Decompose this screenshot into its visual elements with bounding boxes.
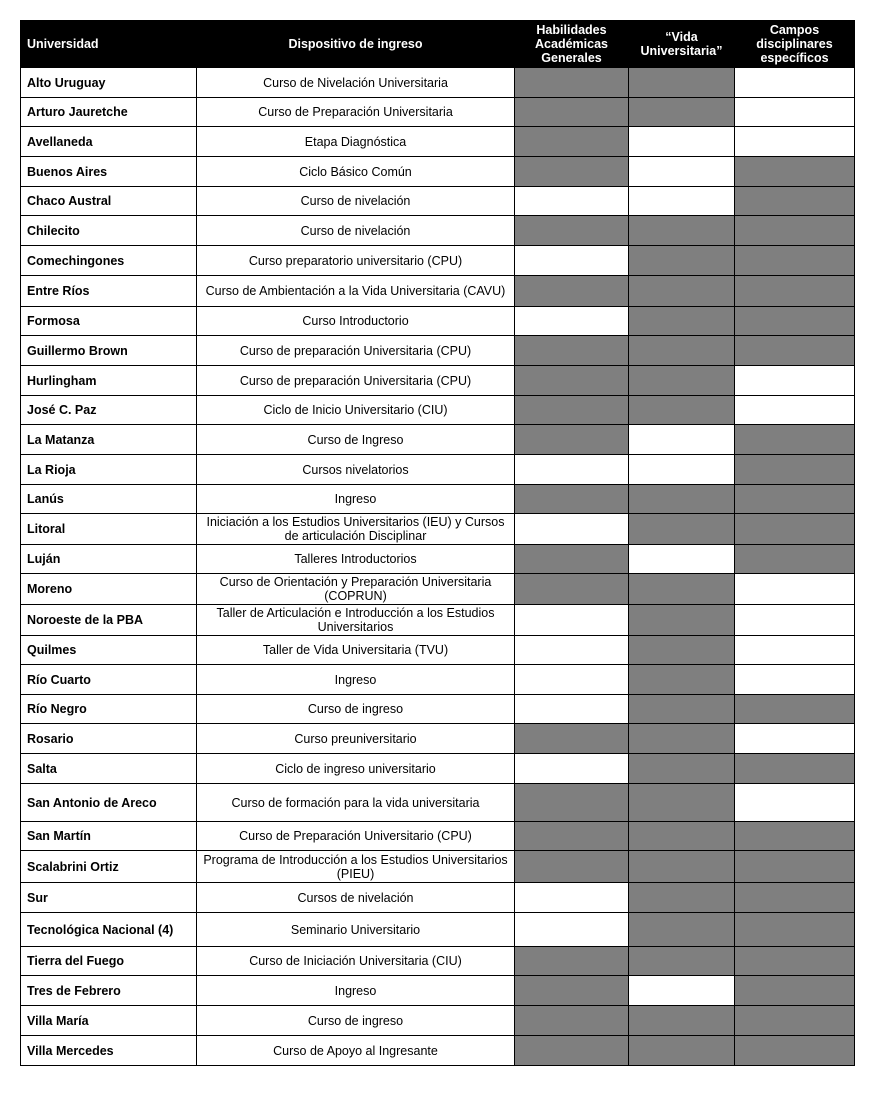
cell-campos-disciplinares <box>735 127 855 157</box>
cell-habilidades <box>515 336 629 366</box>
cell-campos-disciplinares <box>735 455 855 485</box>
cell-habilidades <box>515 851 629 883</box>
cell-universidad: Formosa <box>21 307 197 336</box>
cell-habilidades <box>515 514 629 545</box>
cell-campos-disciplinares <box>735 187 855 216</box>
table-row <box>21 574 855 605</box>
cell-dispositivo: Cursos nivelatorios <box>197 455 515 485</box>
cell-campos-disciplinares <box>735 754 855 784</box>
cell-vida-universitaria <box>629 68 735 98</box>
cell-habilidades <box>515 187 629 216</box>
table-row <box>21 187 855 216</box>
cell-dispositivo: Etapa Diagnóstica <box>197 127 515 157</box>
cell-vida-universitaria <box>629 947 735 976</box>
cell-dispositivo: Curso de Preparación Universitario (CPU) <box>197 822 515 851</box>
cell-campos-disciplinares <box>735 216 855 246</box>
cell-vida-universitaria <box>629 913 735 947</box>
cell-campos-disciplinares <box>735 68 855 98</box>
cell-universidad: Comechingones <box>21 246 197 276</box>
cell-habilidades <box>515 216 629 246</box>
cell-habilidades <box>515 545 629 574</box>
table-row <box>21 724 855 754</box>
cell-dispositivo: Taller de Vida Universitaria (TVU) <box>197 636 515 665</box>
cell-universidad: Lanús <box>21 485 197 514</box>
cell-campos-disciplinares <box>735 545 855 574</box>
table-row <box>21 822 855 851</box>
header-universidad: Universidad <box>21 21 197 68</box>
cell-campos-disciplinares <box>735 822 855 851</box>
cell-campos-disciplinares <box>735 851 855 883</box>
cell-dispositivo: Curso preuniversitario <box>197 724 515 754</box>
cell-vida-universitaria <box>629 336 735 366</box>
cell-campos-disciplinares <box>735 636 855 665</box>
table-row <box>21 276 855 307</box>
cell-vida-universitaria <box>629 98 735 127</box>
cell-dispositivo: Curso de Ambientación a la Vida Universitaria (CAVU) <box>197 276 515 307</box>
cell-habilidades <box>515 276 629 307</box>
cell-vida-universitaria <box>629 396 735 425</box>
table-row <box>21 157 855 187</box>
cell-dispositivo: Curso de Preparación Universitaria <box>197 98 515 127</box>
cell-dispositivo: Ingreso <box>197 976 515 1006</box>
cell-vida-universitaria <box>629 851 735 883</box>
cell-vida-universitaria <box>629 307 735 336</box>
cell-vida-universitaria <box>629 822 735 851</box>
cell-campos-disciplinares <box>735 784 855 822</box>
cell-universidad: Río Cuarto <box>21 665 197 695</box>
cell-vida-universitaria <box>629 276 735 307</box>
cell-dispositivo: Iniciación a los Estudios Universitarios (IEU) y Cursos de articulación Disciplinar <box>197 514 515 545</box>
cell-habilidades <box>515 913 629 947</box>
cell-campos-disciplinares <box>735 947 855 976</box>
cell-universidad: Chilecito <box>21 216 197 246</box>
cell-habilidades <box>515 695 629 724</box>
cell-dispositivo: Ciclo de Inicio Universitario (CIU) <box>197 396 515 425</box>
header-row <box>21 21 855 68</box>
table-row <box>21 307 855 336</box>
cell-campos-disciplinares <box>735 695 855 724</box>
cell-vida-universitaria <box>629 883 735 913</box>
cell-vida-universitaria <box>629 187 735 216</box>
cell-campos-disciplinares <box>735 1036 855 1066</box>
cell-universidad: Luján <box>21 545 197 574</box>
table-row <box>21 455 855 485</box>
table-row <box>21 68 855 98</box>
cell-habilidades <box>515 366 629 396</box>
cell-dispositivo: Talleres Introductorios <box>197 545 515 574</box>
cell-vida-universitaria <box>629 157 735 187</box>
cell-habilidades <box>515 636 629 665</box>
cell-vida-universitaria <box>629 514 735 545</box>
cell-vida-universitaria <box>629 246 735 276</box>
cell-campos-disciplinares <box>735 485 855 514</box>
cell-campos-disciplinares <box>735 913 855 947</box>
cell-habilidades <box>515 68 629 98</box>
cell-vida-universitaria <box>629 976 735 1006</box>
cell-dispositivo: Curso de Ingreso <box>197 425 515 455</box>
cell-vida-universitaria <box>629 1036 735 1066</box>
table-row <box>21 784 855 822</box>
cell-habilidades <box>515 485 629 514</box>
table-row <box>21 545 855 574</box>
table-row <box>21 246 855 276</box>
cell-universidad: Hurlingham <box>21 366 197 396</box>
cell-vida-universitaria <box>629 665 735 695</box>
cell-dispositivo: Curso de Orientación y Preparación Universitaria (COPRUN) <box>197 574 515 605</box>
cell-habilidades <box>515 605 629 636</box>
cell-universidad: Villa Mercedes <box>21 1036 197 1066</box>
table-row <box>21 636 855 665</box>
cell-universidad: Arturo Jauretche <box>21 98 197 127</box>
table-row <box>21 396 855 425</box>
cell-universidad: Salta <box>21 754 197 784</box>
cell-universidad: Avellaneda <box>21 127 197 157</box>
cell-dispositivo: Programa de Introducción a los Estudios Universitarios (PIEU) <box>197 851 515 883</box>
cell-campos-disciplinares <box>735 976 855 1006</box>
table-row <box>21 883 855 913</box>
cell-universidad: Quilmes <box>21 636 197 665</box>
cell-vida-universitaria <box>629 574 735 605</box>
cell-vida-universitaria <box>629 724 735 754</box>
cell-habilidades <box>515 784 629 822</box>
cell-dispositivo: Curso de Iniciación Universitaria (CIU) <box>197 947 515 976</box>
header-dispositivo: Dispositivo de ingreso <box>197 21 515 68</box>
cell-habilidades <box>515 947 629 976</box>
cell-dispositivo: Curso de preparación Universitaria (CPU) <box>197 336 515 366</box>
cell-dispositivo: Curso de nivelación <box>197 187 515 216</box>
header-campos-disciplinares: Campos disciplinares específicos <box>735 21 855 68</box>
table-row <box>21 754 855 784</box>
cell-dispositivo: Ingreso <box>197 485 515 514</box>
cell-campos-disciplinares <box>735 605 855 636</box>
cell-dispositivo: Curso de preparación Universitaria (CPU) <box>197 366 515 396</box>
cell-dispositivo: Curso Introductorio <box>197 307 515 336</box>
cell-habilidades <box>515 1006 629 1036</box>
cell-campos-disciplinares <box>735 724 855 754</box>
cell-universidad: José C. Paz <box>21 396 197 425</box>
cell-campos-disciplinares <box>735 157 855 187</box>
cell-universidad: Tierra del Fuego <box>21 947 197 976</box>
cell-universidad: Rosario <box>21 724 197 754</box>
cell-habilidades <box>515 883 629 913</box>
cell-vida-universitaria <box>629 636 735 665</box>
cell-vida-universitaria <box>629 216 735 246</box>
cell-universidad: Litoral <box>21 514 197 545</box>
table-row <box>21 605 855 636</box>
cell-habilidades <box>515 396 629 425</box>
cell-universidad: Chaco Austral <box>21 187 197 216</box>
cell-universidad: La Rioja <box>21 455 197 485</box>
table-header <box>21 21 855 68</box>
table-row <box>21 425 855 455</box>
cell-universidad: Noroeste de la PBA <box>21 605 197 636</box>
cell-vida-universitaria <box>629 366 735 396</box>
cell-vida-universitaria <box>629 545 735 574</box>
table-row <box>21 665 855 695</box>
cell-habilidades <box>515 127 629 157</box>
cell-vida-universitaria <box>629 754 735 784</box>
cell-dispositivo: Ciclo de ingreso universitario <box>197 754 515 784</box>
cell-habilidades <box>515 574 629 605</box>
cell-dispositivo: Curso de Apoyo al Ingresante <box>197 1036 515 1066</box>
cell-vida-universitaria <box>629 784 735 822</box>
cell-habilidades <box>515 724 629 754</box>
table-row <box>21 216 855 246</box>
cell-dispositivo: Cursos de nivelación <box>197 883 515 913</box>
cell-universidad: Entre Ríos <box>21 276 197 307</box>
table-row <box>21 127 855 157</box>
cell-universidad: Moreno <box>21 574 197 605</box>
table-row <box>21 98 855 127</box>
cell-habilidades <box>515 157 629 187</box>
cell-vida-universitaria <box>629 1006 735 1036</box>
cell-vida-universitaria <box>629 425 735 455</box>
cell-universidad: Guillermo Brown <box>21 336 197 366</box>
cell-campos-disciplinares <box>735 883 855 913</box>
table-row <box>21 1006 855 1036</box>
table-row <box>21 336 855 366</box>
cell-campos-disciplinares <box>735 514 855 545</box>
cell-universidad: Scalabrini Ortiz <box>21 851 197 883</box>
cell-habilidades <box>515 307 629 336</box>
cell-campos-disciplinares <box>735 276 855 307</box>
table-row <box>21 485 855 514</box>
cell-habilidades <box>515 976 629 1006</box>
table-row <box>21 851 855 883</box>
cell-vida-universitaria <box>629 605 735 636</box>
cell-habilidades <box>515 455 629 485</box>
table-row <box>21 976 855 1006</box>
cell-vida-universitaria <box>629 695 735 724</box>
cell-campos-disciplinares <box>735 574 855 605</box>
cell-dispositivo: Curso preparatorio universitario (CPU) <box>197 246 515 276</box>
cell-dispositivo: Ingreso <box>197 665 515 695</box>
cell-campos-disciplinares <box>735 1006 855 1036</box>
cell-dispositivo: Taller de Articulación e Introducción a los Estudios Universitarios <box>197 605 515 636</box>
cell-dispositivo: Curso de ingreso <box>197 695 515 724</box>
cell-universidad: Alto Uruguay <box>21 68 197 98</box>
cell-habilidades <box>515 754 629 784</box>
cell-campos-disciplinares <box>735 366 855 396</box>
cell-campos-disciplinares <box>735 98 855 127</box>
cell-campos-disciplinares <box>735 665 855 695</box>
ingreso-table <box>20 20 855 1066</box>
cell-dispositivo: Curso de nivelación <box>197 216 515 246</box>
cell-habilidades <box>515 98 629 127</box>
cell-campos-disciplinares <box>735 336 855 366</box>
cell-universidad: Villa María <box>21 1006 197 1036</box>
cell-habilidades <box>515 425 629 455</box>
table-row <box>21 514 855 545</box>
cell-universidad: Río Negro <box>21 695 197 724</box>
cell-dispositivo: Ciclo Básico Común <box>197 157 515 187</box>
table-row <box>21 913 855 947</box>
cell-campos-disciplinares <box>735 307 855 336</box>
cell-habilidades <box>515 1036 629 1066</box>
table-row <box>21 695 855 724</box>
cell-dispositivo: Seminario Universitario <box>197 913 515 947</box>
cell-campos-disciplinares <box>735 425 855 455</box>
cell-campos-disciplinares <box>735 246 855 276</box>
cell-dispositivo: Curso de ingreso <box>197 1006 515 1036</box>
cell-campos-disciplinares <box>735 396 855 425</box>
cell-universidad: Tecnológica Nacional (4) <box>21 913 197 947</box>
cell-universidad: San Martín <box>21 822 197 851</box>
cell-universidad: Sur <box>21 883 197 913</box>
cell-universidad: La Matanza <box>21 425 197 455</box>
cell-dispositivo: Curso de formación para la vida universitaria <box>197 784 515 822</box>
cell-dispositivo: Curso de Nivelación Universitaria <box>197 68 515 98</box>
cell-habilidades <box>515 246 629 276</box>
cell-habilidades <box>515 665 629 695</box>
cell-vida-universitaria <box>629 455 735 485</box>
cell-vida-universitaria <box>629 485 735 514</box>
cell-universidad: San Antonio de Areco <box>21 784 197 822</box>
cell-habilidades <box>515 822 629 851</box>
header-habilidades: Habilidades Académicas Generales <box>515 21 629 68</box>
cell-universidad: Tres de Febrero <box>21 976 197 1006</box>
header-vida-universitaria: “Vida Universitaria” <box>629 21 735 68</box>
table-row <box>21 1036 855 1066</box>
table-row <box>21 366 855 396</box>
table-body <box>21 68 855 1066</box>
cell-vida-universitaria <box>629 127 735 157</box>
table-row <box>21 947 855 976</box>
cell-universidad: Buenos Aires <box>21 157 197 187</box>
